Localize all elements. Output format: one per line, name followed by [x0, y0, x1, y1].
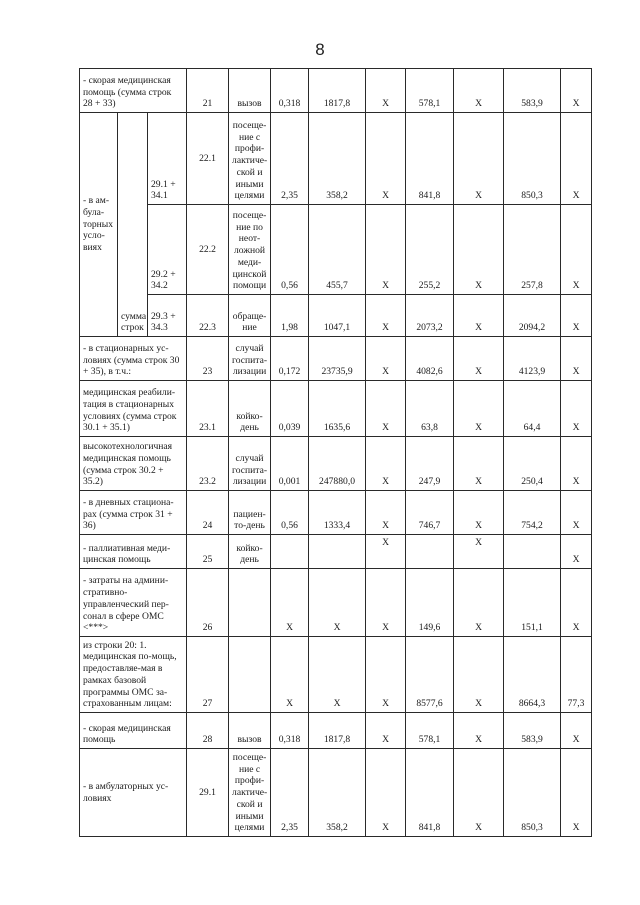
unit-cell: койко-день	[229, 381, 271, 437]
row-name: высокотехнологичная медицинская помощь (сумма строк 30.2 + 35.2)	[80, 437, 187, 491]
unit-cell	[229, 637, 271, 713]
unit-cell	[229, 569, 271, 637]
table-row	[80, 491, 592, 535]
value-cell: X	[454, 381, 504, 437]
value-cell: 257,8	[504, 205, 561, 295]
value-cell: 358,2	[309, 113, 366, 205]
value-cell: 247,9	[406, 437, 454, 491]
value-cell: 754,2	[504, 491, 561, 535]
row-number: 23.1	[187, 381, 229, 437]
value-cell: X	[454, 491, 504, 535]
value-cell: 2073,2	[406, 295, 454, 337]
value-cell: X	[561, 113, 592, 205]
value-cell: 0,001	[271, 437, 309, 491]
value-cell: 583,9	[504, 713, 561, 749]
row-number: 24	[187, 491, 229, 535]
value-cell: 850,3	[504, 749, 561, 837]
unit-cell: посеще-ние с профи-лактиче-ской и иными целями	[229, 113, 271, 205]
value-cell: X	[454, 113, 504, 205]
table-row	[80, 381, 592, 437]
row-code: 29.3 + 34.3	[148, 295, 187, 337]
unit-cell: вызов	[229, 69, 271, 113]
value-cell: 1817,8	[309, 713, 366, 749]
row-number: 22.2	[187, 205, 229, 295]
value-cell: 1047,1	[309, 295, 366, 337]
value-cell: X	[561, 569, 592, 637]
value-cell: 151,1	[504, 569, 561, 637]
table-row	[80, 69, 592, 113]
value-cell: 2094,2	[504, 295, 561, 337]
unit-cell: посеще-ние по неот-ложной меди-цинской помощи	[229, 205, 271, 295]
unit-cell: посеще-ние с профи-лактиче-ской и иными целями	[229, 749, 271, 837]
unit-cell: обраще-ние	[229, 295, 271, 337]
value-cell: 23735,9	[309, 337, 366, 381]
value-cell: X	[366, 69, 406, 113]
value-cell	[504, 535, 561, 569]
value-cell: X	[454, 437, 504, 491]
row-name: - скорая медицинская помощь	[80, 713, 187, 749]
value-cell	[406, 535, 454, 569]
value-cell: 358,2	[309, 749, 366, 837]
value-cell: 841,8	[406, 749, 454, 837]
value-cell: X	[366, 337, 406, 381]
value-cell: X	[561, 491, 592, 535]
value-cell: X	[366, 295, 406, 337]
row-name: - в амбулаторных ус-ловиях	[80, 749, 187, 837]
value-cell: X	[366, 381, 406, 437]
row-name: медицинская реабили-тация в стационарных условиях (сумма строк 30.1 + 35.1)	[80, 381, 187, 437]
group-label: сумма строк	[118, 113, 148, 337]
value-cell: 149,6	[406, 569, 454, 637]
value-cell: X	[454, 713, 504, 749]
value-cell: X	[561, 205, 592, 295]
value-cell: 63,8	[406, 381, 454, 437]
financing-table	[79, 68, 592, 837]
value-cell: 255,2	[406, 205, 454, 295]
table-row	[80, 713, 592, 749]
value-cell: 8664,3	[504, 637, 561, 713]
value-cell: 1635,6	[309, 381, 366, 437]
value-cell: X	[309, 569, 366, 637]
unit-cell: койко-день	[229, 535, 271, 569]
row-name: - в ам-була-торных усло-виях	[80, 113, 118, 337]
row-name: - в стационарных ус-ловиях (сумма строк 30 + 35), в т.ч.:	[80, 337, 187, 381]
value-cell: 4082,6	[406, 337, 454, 381]
table-row	[80, 337, 592, 381]
unit-cell: случай госпита-лизации	[229, 437, 271, 491]
unit-cell: случай госпита-лизации	[229, 337, 271, 381]
value-cell: X	[366, 535, 406, 569]
value-cell: 77,3	[561, 637, 592, 713]
value-cell: 578,1	[406, 713, 454, 749]
table-row	[80, 749, 592, 837]
page-number: 8	[315, 40, 325, 59]
value-cell: 2,35	[271, 113, 309, 205]
value-cell: X	[561, 713, 592, 749]
value-cell: X	[454, 205, 504, 295]
value-cell: 2,35	[271, 749, 309, 837]
row-number: 25	[187, 535, 229, 569]
value-cell: X	[561, 535, 592, 569]
value-cell: 8577,6	[406, 637, 454, 713]
value-cell: X	[271, 569, 309, 637]
value-cell: X	[366, 491, 406, 535]
value-cell: X	[454, 749, 504, 837]
value-cell: X	[366, 713, 406, 749]
row-number: 29.1	[187, 749, 229, 837]
table-row	[80, 113, 592, 205]
value-cell: 0,172	[271, 337, 309, 381]
table-row	[80, 569, 592, 637]
value-cell: X	[561, 749, 592, 837]
table-row	[80, 437, 592, 491]
table-row	[80, 535, 592, 569]
value-cell: 4123,9	[504, 337, 561, 381]
row-name: - затраты на админи-стративно-управленческий пер-сонал в сфере ОМС <***>	[80, 569, 187, 637]
value-cell: 578,1	[406, 69, 454, 113]
value-cell: 746,7	[406, 491, 454, 535]
value-cell: 0,56	[271, 205, 309, 295]
value-cell: X	[454, 295, 504, 337]
value-cell: X	[454, 569, 504, 637]
table-row	[80, 295, 592, 337]
value-cell: 247880,0	[309, 437, 366, 491]
value-cell	[309, 535, 366, 569]
value-cell: X	[366, 113, 406, 205]
value-cell: X	[454, 637, 504, 713]
table-row	[80, 637, 592, 713]
row-number: 26	[187, 569, 229, 637]
value-cell: X	[561, 295, 592, 337]
value-cell: X	[366, 749, 406, 837]
value-cell: 850,3	[504, 113, 561, 205]
value-cell: 1333,4	[309, 491, 366, 535]
value-cell: X	[309, 637, 366, 713]
value-cell: X	[271, 637, 309, 713]
row-name: - в дневных стациона-рах (сумма строк 31 + 36)	[80, 491, 187, 535]
value-cell: 0,56	[271, 491, 309, 535]
unit-cell: вызов	[229, 713, 271, 749]
value-cell: 455,7	[309, 205, 366, 295]
row-code: 29.1 + 34.1	[148, 113, 187, 205]
row-name: - скорая медицинская помощь (сумма строк 28 + 33)	[80, 69, 187, 113]
value-cell: X	[561, 437, 592, 491]
row-number: 23	[187, 337, 229, 381]
row-number: 28	[187, 713, 229, 749]
value-cell: 250,4	[504, 437, 561, 491]
unit-cell: пациен-то-день	[229, 491, 271, 535]
value-cell: 0,318	[271, 69, 309, 113]
value-cell: X	[454, 535, 504, 569]
row-number: 27	[187, 637, 229, 713]
value-cell: X	[561, 381, 592, 437]
value-cell: 64,4	[504, 381, 561, 437]
value-cell	[271, 535, 309, 569]
value-cell: X	[561, 69, 592, 113]
table-row	[80, 205, 592, 295]
value-cell: X	[366, 637, 406, 713]
value-cell: X	[454, 69, 504, 113]
value-cell: 1,98	[271, 295, 309, 337]
value-cell: 0,039	[271, 381, 309, 437]
value-cell: X	[366, 437, 406, 491]
value-cell: 0,318	[271, 713, 309, 749]
value-cell: 1817,8	[309, 69, 366, 113]
row-number: 23.2	[187, 437, 229, 491]
row-name: - паллиативная меди-цинская помощь	[80, 535, 187, 569]
row-number: 22.3	[187, 295, 229, 337]
row-number: 22.1	[187, 113, 229, 205]
value-cell: X	[366, 569, 406, 637]
value-cell: X	[454, 337, 504, 381]
value-cell: X	[561, 337, 592, 381]
row-number: 21	[187, 69, 229, 113]
value-cell: 841,8	[406, 113, 454, 205]
row-code: 29.2 + 34.2	[148, 205, 187, 295]
value-cell: X	[366, 205, 406, 295]
row-name: из строки 20: 1. медицинская по-мощь, предоставляе-мая в рамках базовой программы ОМС за-страхованным лицам:	[80, 637, 187, 713]
value-cell: 583,9	[504, 69, 561, 113]
